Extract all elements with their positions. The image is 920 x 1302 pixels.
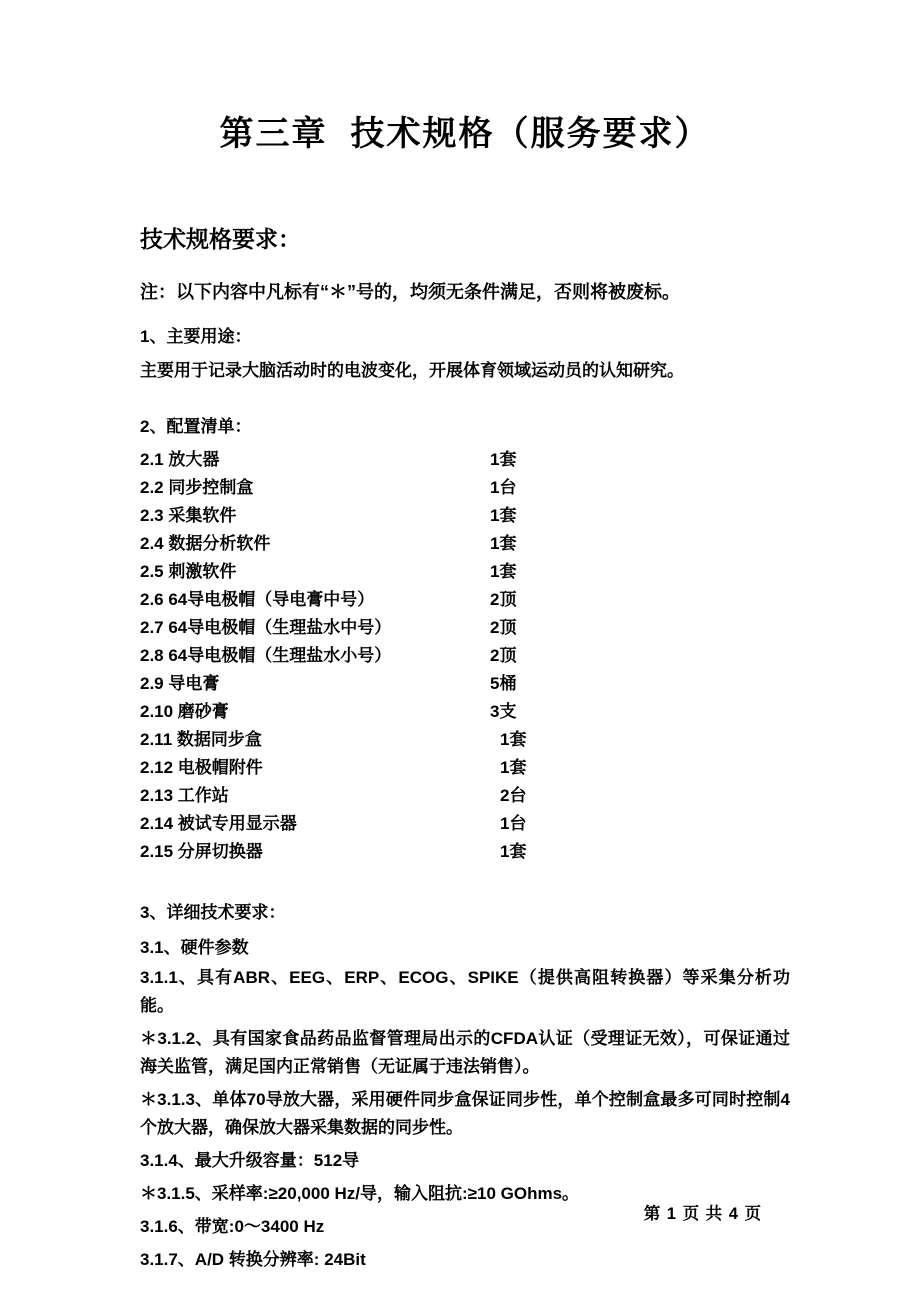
config-item-label: 2.5 刺激软件 [140, 562, 237, 581]
config-row [140, 502, 790, 530]
config-item-label: 2.10 磨砂膏 [140, 702, 229, 721]
config-row [140, 810, 790, 838]
detail-paragraph: ＊3.1.2、具有国家食品药品监督管理局出示的CFDA认证（受理证无效），可保证通过海关监管，满足国内正常销售（无证属于违法销售）。 [140, 1029, 790, 1076]
page-footer: 第 1 页 共 4 页 [643, 1205, 762, 1223]
config-item-label: 2.12 电极帽附件 [140, 758, 263, 777]
config-row [140, 754, 790, 782]
config-row [140, 530, 790, 558]
page-title: 第三章 技术规格（服务要求） [219, 115, 711, 153]
requirements-note: 注：以下内容中凡标有“＊”号的，均须无条件满足，否则将被废标。 [140, 282, 680, 302]
detail-paragraph: ＊3.1.3、单体70导放大器，采用硬件同步盒保证同步性，单个控制盒最多可同时控制4个放大器，确保放大器采集数据的同步性。 [140, 1090, 790, 1137]
config-row [140, 698, 790, 726]
config-item-qty: 1套 [490, 506, 517, 525]
config-row [140, 782, 790, 810]
config-item-label: 2.13 工作站 [140, 786, 229, 805]
config-item-label: 2.11 数据同步盒 [140, 730, 262, 749]
config-item-label: 2.2 同步控制盒 [140, 478, 254, 497]
config-row [140, 558, 790, 586]
config-row [140, 446, 790, 474]
config-row [140, 642, 790, 670]
config-item-label: 2.7 64导电极帽（生理盐水中号） [140, 618, 392, 637]
config-list [140, 446, 790, 866]
details-heading: 3、详细技术要求： [140, 903, 286, 922]
config-row [140, 670, 790, 698]
purpose-body: 主要用于记录大脑活动时的电波变化，开展体育领域运动员的认知研究。 [140, 361, 684, 380]
config-item-qty: 5桶 [490, 674, 517, 693]
detail-paragraph: 3.1.7、A/D 转换分辨率: 24Bit [140, 1250, 366, 1269]
detail-paragraph: 3.1.6、带宽:0～3400 Hz [140, 1217, 325, 1236]
detail-paragraph: 3.1.4、最大升级容量：512导 [140, 1151, 360, 1170]
config-item-qty: 2顶 [490, 618, 517, 637]
detail-paragraph: 3.1.1、具有ABR、EEG、ERP、ECOG、SPIKE（提供高阻转换器）等采集分析功能。 [140, 968, 790, 1015]
config-list-heading: 2、配置清单： [140, 417, 252, 436]
config-item-qty: 2顶 [490, 646, 517, 665]
config-row [140, 614, 790, 642]
config-item-qty: 1套 [490, 534, 517, 553]
config-item-label: 2.15 分屏切换器 [140, 842, 263, 861]
purpose-heading: 1、主要用途： [140, 327, 252, 346]
config-row [140, 726, 790, 754]
config-item-label: 2.1 放大器 [140, 450, 220, 469]
config-item-label: 2.8 64导电极帽（生理盐水小号） [140, 646, 392, 665]
config-item-qty: 1套 [500, 730, 527, 749]
config-item-label: 2.3 采集软件 [140, 506, 237, 525]
config-item-qty: 3支 [490, 702, 517, 721]
config-item-label: 2.9 导电膏 [140, 674, 220, 693]
config-item-qty: 1台 [490, 478, 517, 497]
config-item-qty: 1台 [500, 814, 527, 833]
config-item-qty: 2顶 [490, 590, 517, 609]
config-row [140, 838, 790, 866]
config-item-qty: 1套 [500, 758, 527, 777]
detail-paragraph: ＊3.1.5、采样率:≥20,000 Hz/导，输入阻抗:≥10 GOhms。 [140, 1184, 580, 1203]
config-item-label: 2.6 64导电极帽（导电膏中号） [140, 590, 375, 609]
config-item-qty: 1套 [500, 842, 527, 861]
config-item-qty: 2台 [500, 786, 527, 805]
config-item-label: 2.4 数据分析软件 [140, 534, 271, 553]
config-item-label: 2.14 被试专用显示器 [140, 814, 297, 833]
config-item-qty: 1套 [490, 450, 517, 469]
config-row [140, 586, 790, 614]
requirements-heading: 技术规格要求： [140, 226, 301, 252]
config-item-qty: 1套 [490, 562, 517, 581]
config-row [140, 474, 790, 502]
page-content [140, 0, 790, 1274]
details-subheading: 3.1、硬件参数 [140, 938, 249, 957]
